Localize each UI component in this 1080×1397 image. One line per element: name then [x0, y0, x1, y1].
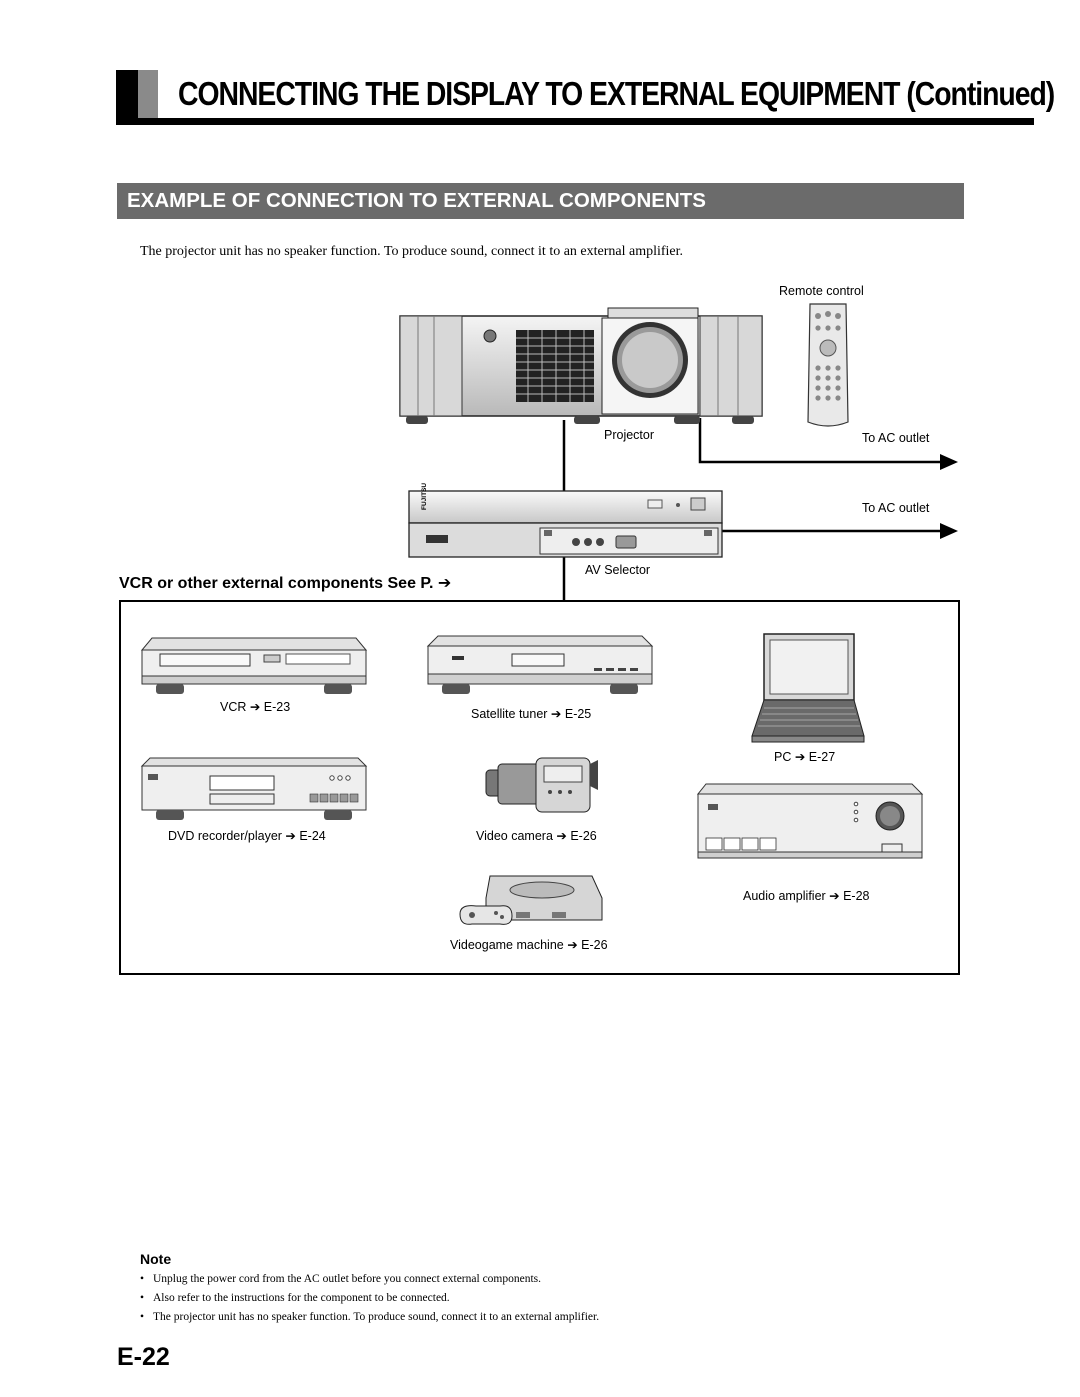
intro-text: The projector unit has no speaker function. To produce sound, connect it to an external amplifier. — [140, 244, 684, 259]
svg-text:FUJITSU: FUJITSU — [421, 482, 428, 510]
arrow-icon — [940, 454, 958, 470]
dvd-label: DVD recorder/player ➔ E-24 — [168, 829, 326, 843]
video-camera-label: Video camera ➔ E-26 — [476, 829, 597, 843]
satellite-tuner-label: Satellite tuner ➔ E-25 — [471, 707, 592, 721]
av-selector-illustration — [408, 482, 724, 560]
projector-illustration — [398, 306, 764, 428]
ac-outlet-label: To AC outlet — [862, 501, 930, 515]
note-title: Note — [140, 1251, 172, 1267]
arrow-icon — [940, 523, 958, 539]
video-camera-illustration — [484, 756, 600, 818]
audio-amplifier-illustration — [696, 782, 924, 864]
note-item: • Also refer to the instructions for the component to be connected. — [140, 1292, 450, 1304]
dvd-recorder-illustration — [140, 756, 368, 822]
videogame-machine-label: Videogame machine ➔ E-26 — [450, 938, 608, 952]
note-item: • The projector unit has no speaker function. To produce sound, connect it to an external amplifier. — [140, 1311, 600, 1323]
audio-amplifier-label: Audio amplifier ➔ E-28 — [743, 889, 870, 903]
page-number: E-22 — [117, 1343, 170, 1371]
vcr-illustration — [140, 636, 368, 698]
remote-control-label: Remote control — [779, 284, 864, 298]
page-title: CONNECTING THE DISPLAY TO EXTERNAL EQUIPMENT (Continued) — [178, 75, 1055, 112]
satellite-tuner-illustration — [426, 634, 654, 696]
videogame-machine-illustration — [456, 872, 606, 934]
av-selector-label: AV Selector — [585, 563, 651, 577]
ac-outlet-label: To AC outlet — [862, 431, 930, 445]
remote-control-illustration — [806, 302, 850, 432]
projector-label: Projector — [604, 428, 655, 442]
section-title: EXAMPLE OF CONNECTION TO EXTERNAL COMPONENTS — [127, 189, 706, 212]
pc-illustration — [750, 632, 866, 744]
pc-label: PC ➔ E-27 — [774, 750, 836, 764]
note-item: • Unplug the power cord from the AC outlet before you connect external components. — [140, 1273, 542, 1285]
components-heading: VCR or other external components See P. ➔ — [119, 575, 452, 592]
vcr-label: VCR ➔ E-23 — [220, 700, 291, 714]
